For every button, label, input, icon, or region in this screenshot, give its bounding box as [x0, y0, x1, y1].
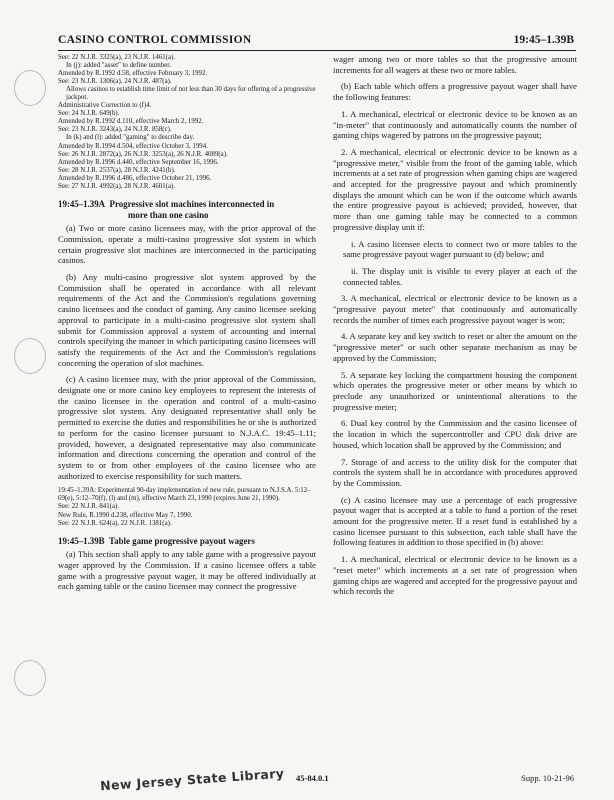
history-line: Allows casinos to establish time limit of not less than 30 days for offering of a progressive jackpot.: [66, 86, 316, 102]
header-rule: [58, 50, 576, 51]
history-line: Amended by R.1996 d.440, effective September 16, 1996.: [58, 158, 219, 166]
running-header-section: 19:45–1.39B: [513, 34, 574, 46]
history-notes-39a: [58, 487, 316, 527]
item-3: 3. A mechanical, electrical or electronic device to be known as a "progressive payout meter" that continuously and automatically records the number of times each progressive payout wager is won;: [333, 293, 577, 325]
section-heading-39a: [58, 199, 316, 220]
history-line: See: 27 N.J.R. 4992(a), 28 N.J.R. 4601(a).: [58, 182, 176, 190]
punch-hole: [14, 70, 46, 106]
history-line: Administrative Correction to (f)4.: [58, 102, 152, 110]
history-line: See: 24 N.J.R. 649(b).: [58, 110, 120, 118]
item-4: 4. A separate key and key switch to reset or alter the amount on the "progressive meter" or such other separate mechanism as may be approved by the Commission;: [333, 331, 577, 363]
history-line: See: 23 N.J.R. 3243(a), 24 N.J.R. 858(c).: [58, 126, 172, 134]
running-header-title: CASINO CONTROL COMMISSION: [58, 34, 252, 46]
paragraph-c: (c) A casino licensee may, with the prior approval of the Commission, designate one or more casino key employees to represent the interests of the casino licensee in the operation and control of a multi-casino progressive slot system. Any designated representative shall only be permitted to exercise the duties and responsibilities he or she is authorized to perform for the casino licensee pursuant to N.J.A.C. 19:45–1.11; provided, however, a designated representative may also communicate information and directions concerning the operation and control of the system to or from other employees of the casino licensee who are authorized to exercise responsibility for such matters.: [58, 374, 316, 481]
history-notes-top: [58, 54, 316, 191]
history-line: See: 23 N.J.R. 1306(a), 24 N.J.R. 487(a).: [58, 78, 172, 86]
section-number: 19:45–1.39B: [58, 535, 105, 546]
paragraph-a: (a) Two or more casino licensees may, with the prior approval of the Commission, operate a multi-casino progressive slot system in which certain progressive slot machines are interconnected in the participating casinos.: [58, 223, 316, 266]
library-stamp: New Jersey State Library: [99, 765, 285, 794]
item-1: 1. A mechanical, electrical or electronic device to be known as an "in-meter" that continuously and automatically counts the number of gaming chips wagered by patrons on the progressive payout;: [333, 108, 577, 141]
history-line: Amended by R.1996 d.486, effective October 21, 1996.: [58, 174, 212, 182]
history-line: In (j): added "asset" to define number.: [66, 62, 171, 70]
item-7: 7. Storage of and access to the utility disk for the computer that controls the system shall be in accordance with procedures approved by the Commission.: [333, 456, 577, 488]
punch-hole: [14, 338, 46, 374]
history-line: In (k) and (l): added "gaming" to describe day.: [66, 134, 195, 142]
history-line: See: 22 N.J.R. 624(a), 22 N.J.R. 1381(a).: [58, 519, 172, 527]
history-line: See: 22 N.J.R. 3325(a), 23 N.J.R. 1461(a).: [58, 54, 176, 61]
section-heading-39b: [58, 536, 316, 547]
history-line: See: 26 N.J.R. 2872(a), 26 N.J.R. 3253(a), 26 N.J.R. 4089(a).: [58, 150, 228, 158]
left-column: [58, 54, 316, 598]
history-line: 19:45–1.39A: Experimental 90-day implementation of new rule, pursuant to N.J.S.A. 5:12–69(e), 5:12–70(f), (l) and (m), effective March 23, 1990 (expires June 21, 1990).: [58, 487, 311, 503]
subitem-i: i. A casino licensee elects to connect two or more tables to the same progressive payout wager pursuant to (d) below; and: [343, 238, 577, 260]
history-line: New Rule, R.1990 d.238, effective May 7, 1990.: [58, 511, 193, 519]
paragraph-c: (c) A casino licensee may use a percentage of each progressive payout wager that is accepted at a table to fund a portion of the reset amount for the progressive meter. If a reset fund is established by a casino licensee pursuant to this subsection, each table shall have the following features in addition to those specified in (b) above:: [333, 494, 577, 548]
paragraph-a-continued: wager among two or more tables so that the progressive amount increments for all wagers at these two or more tables.: [333, 54, 577, 75]
item-6: 6. Dual key control by the Commission and the casino licensee of the location in which the supercontroller and CPU disk drive are housed, which location shall be approved by the Commission; and: [333, 418, 577, 450]
history-line: Amended by R.1992 d.110, effective March 2, 1992.: [58, 118, 204, 126]
paragraph-a: (a) This section shall apply to any table game with a progressive payout wager approved by the Commission. If a casino licensee offers a table game with a progressive payout wager, it may be offered individually at each gaming table or the casino licensee may connect the progressive: [58, 549, 316, 592]
history-line: Amended by R.1994 d.504, effective October 3, 1994.: [58, 142, 208, 150]
history-line: See: 22 N.J.R. 841(a).: [58, 503, 120, 511]
item-5: 5. A separate key locking the compartment housing the component which operates the progressive meter or other means by which to preclude any unauthorized or unintentional alterations to the progressive meter;: [333, 369, 577, 412]
item-2: 2. A mechanical, electrical or electronic device to be known as a "progressive meter," visible from the front of the gaming table, which increments at a set rate of progression when gaming chips are wagered and accepted for the progressive payout and which prominently displays the amount which can be won if the outcome which awards the entire progressive payout is achieved; provided, however, that more than one gaming table may be connected to a common progressive display unit if:: [333, 146, 577, 232]
history-line: Amended by R.1992 d.58, effective February 3, 1992.: [58, 70, 208, 78]
punch-hole: [14, 660, 46, 696]
supplement-date: Supp. 10-21-96: [521, 773, 574, 783]
page-number: 45-84.0.1: [296, 773, 329, 783]
section-title-continued: more than one casino: [128, 209, 209, 220]
paragraph-b: (b) Each table which offers a progressive payout wager shall have the following features:: [333, 81, 577, 103]
section-title: Table game progressive payout wagers: [109, 535, 255, 546]
section-title: Progressive slot machines interconnected in: [109, 198, 275, 209]
section-number: 19:45–1.39A: [58, 198, 106, 209]
right-column: [333, 54, 577, 603]
subitem-ii: ii. The display unit is visible to every player at each of the connected tables.: [343, 265, 577, 287]
item-c1: 1. A mechanical, electrical or electronic device to be known as a "reset meter" which increments at a set rate of progression when gaming chips are wagered and accepted for the progressive payout and which records the: [333, 554, 577, 597]
paragraph-b: (b) Any multi-casino progressive slot system approved by the Commission shall be operated in accordance with all relevant requirements of the Act and the Commission's regulations governing casino licensees and the conduct of gaming. Any casino licensee seeking approval to participate in a multi-casino progressive slot system shall submit for Commission approval a system of accounting and internal controls specifying the manner in which participating casino licensees will satisfy the requirements of the Act and the Commission's regulations concerning the operation of slot machines.: [58, 272, 316, 368]
history-line: See: 28 N.J.R. 2537(a), 28 N.J.R. 4241(b).: [58, 166, 176, 174]
